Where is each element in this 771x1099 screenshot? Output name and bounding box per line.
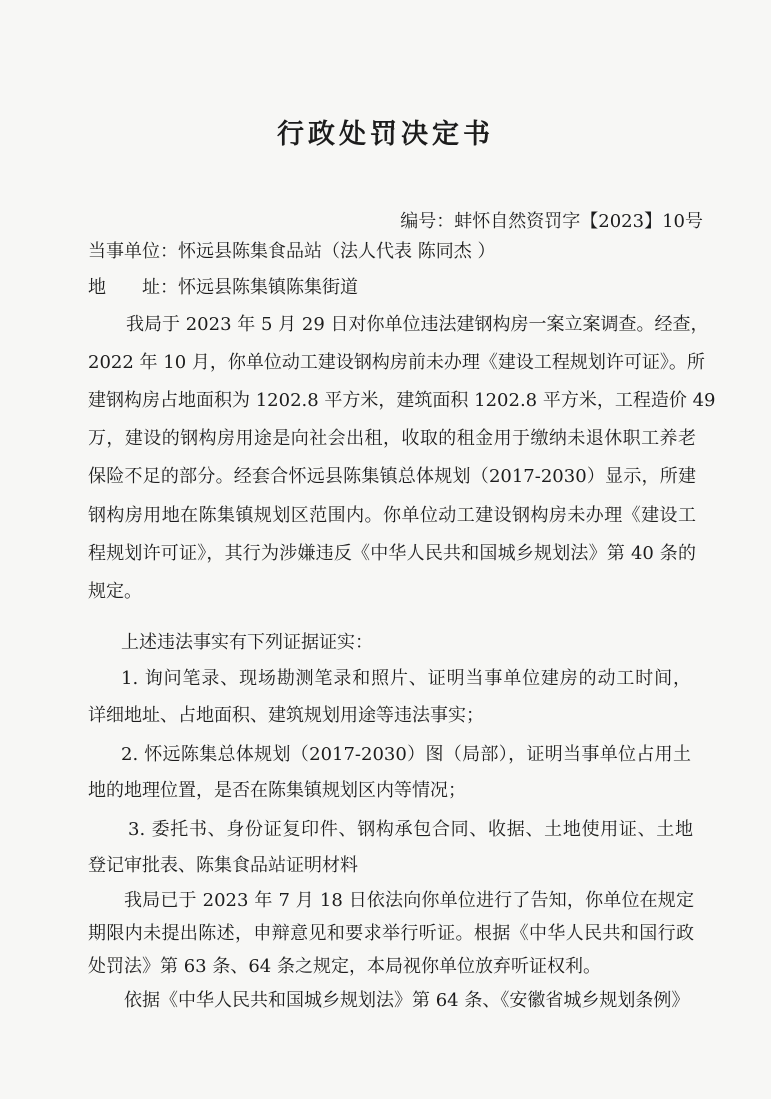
paragraph2-line: 处罚法》第 63 条、64 条之规定，本局视你单位放弃听证权利。: [88, 956, 601, 977]
paragraph1-line: 2022 年 10 月，你单位动工建设钢构房前未办理《建设工程规划许可证》。所: [88, 352, 705, 373]
evidence-item-3: 3. 委托书、身份证复印件、钢构承包合同、收据、土地使用证、土地: [128, 819, 693, 840]
paragraph1-line: 规定。: [88, 581, 142, 602]
paragraph2-line: 期限内未提出陈述，申辩意见和要求举行听证。根据《中华人民共和国行政: [88, 923, 694, 944]
paragraph1-line: 建钢构房占地面积为 1202.8 平方米，建筑面积 1202.8 平方米，工程造价 49: [88, 390, 716, 411]
evidence-intro: 上述违法事实有下列证据证实：: [121, 632, 373, 653]
evidence-item-3: 登记审批表、陈集食品站证明材料: [88, 855, 358, 876]
evidence-item-1: 1. 询问笔录、现场勘测笔录和照片、证明当事单位建房的动工时间，: [121, 668, 691, 689]
party-line: 当事单位：怀远县陈集食品站（法人代表 陈同杰 ）: [88, 241, 496, 262]
paragraph1-line: 保险不足的部分。经套合怀远县陈集镇总体规划（2017-2030）显示，所建: [88, 466, 696, 487]
paragraph1-line: 我局于 2023 年 5 月 29 日对你单位违法建钢构房一案立案调查。经查，: [126, 314, 709, 335]
paragraph2-line: 我局已于 2023 年 7 月 18 日依法向你单位进行了告知，你单位在规定: [124, 890, 694, 911]
paragraph1-line: 程规划许可证》，其行为涉嫌违反《中华人民共和国城乡规划法》第 40 条的: [88, 543, 696, 564]
evidence-item-1: 详细地址、占地面积、建筑规划用途等违法事实；: [88, 705, 484, 726]
document-number: 编号：蚌怀自然资罚字【2023】10号: [400, 211, 703, 232]
paragraph1-line: 万，建设的钢构房用途是向社会出租，收取的租金用于缴纳未退休职工养老: [88, 428, 696, 449]
paragraph3-line: 依据《中华人民共和国城乡规划法》第 64 条、《安徽省城乡规划条例》: [124, 990, 690, 1011]
address-line: 地 址：怀远县陈集镇陈集街道: [88, 277, 358, 298]
document-title: 行政处罚决定书: [277, 119, 494, 150]
evidence-item-2: 2. 怀远陈集总体规划（2017-2030）图（局部），证明当事单位占用土: [121, 744, 691, 765]
evidence-item-2: 地的地理位置，是否在陈集镇规划区内等情况；: [88, 780, 466, 801]
paragraph1-line: 钢构房用地在陈集镇规划区范围内。你单位动工建设钢构房未办理《建设工: [88, 505, 696, 526]
